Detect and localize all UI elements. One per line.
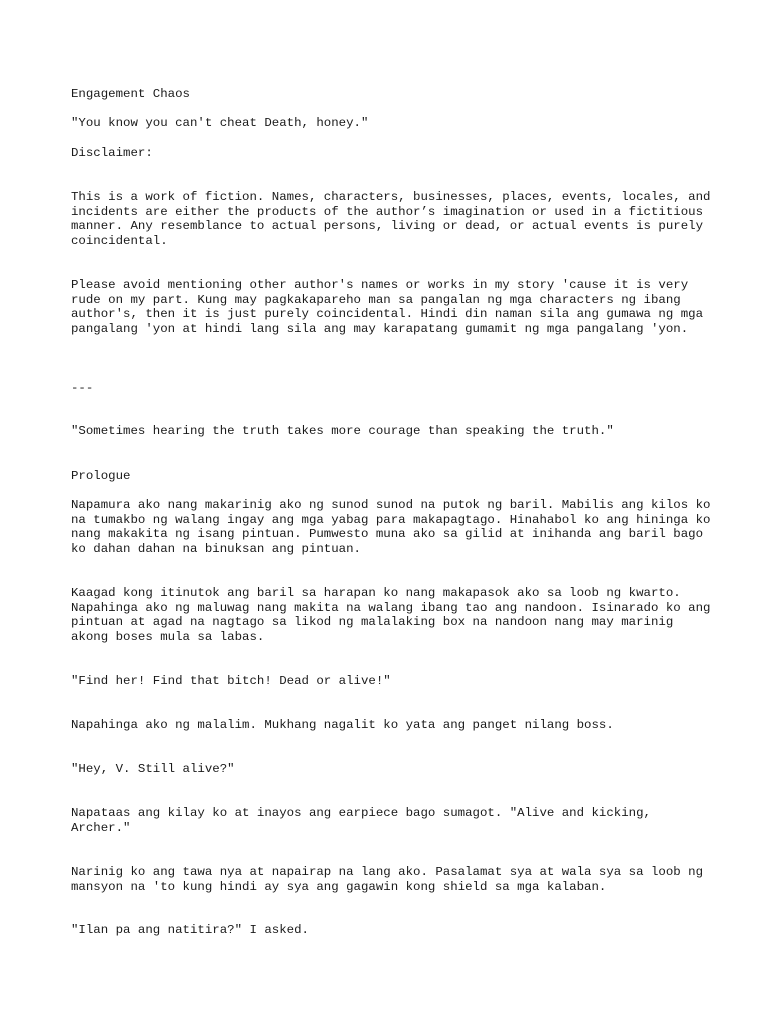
story-paragraph: Kaagad kong itinutok ang baril sa harapan ko nang makapasok ako sa loob ng kwarto. Napahinga ako ng maluwag nang makita na walang ibang tao ang nandoon. Isinarado ko ang pintuan at agad na nagtago sa likod ng malalaking box na nandoon nang may marinig akong boses mula sa labas. — [71, 586, 718, 644]
tagline-quote: "You know you can't cheat Death, honey." — [71, 116, 369, 130]
author-note-paragraph: Please avoid mentioning other author's names or works in my story 'cause it is very rude on my part. Kung may pagkakapareho man sa pangalan ng mga characters ng ibang author's, then it is just purely coincidental. Hindi din naman sila ang gumawa ng mga pangalang 'yon at hindi lang sila ang may karapatang gumamit ng mga pangalang 'yon. — [71, 278, 711, 336]
story-paragraph: Napataas ang kilay ko at inayos ang earpiece bago sumagot. "Alive and kicking, Archer." — [71, 806, 659, 835]
disclaimer-paragraph: This is a work of fiction. Names, characters, businesses, places, events, locales, and incidents are either the products of the author’s imagination or used in a fictitious manner. Any resemblance to actual persons, living or dead, or actual events is purely coincidental. — [71, 190, 718, 248]
story-paragraph: "Hey, V. Still alive?" — [71, 762, 235, 776]
story-paragraph: "Find her! Find that bitch! Dead or alive!" — [71, 674, 391, 688]
section-separator: --- — [71, 381, 94, 395]
prologue-heading: Prologue — [71, 469, 131, 483]
disclaimer-heading: Disclaimer: — [71, 146, 153, 160]
epigraph-quote: "Sometimes hearing the truth takes more courage than speaking the truth." — [71, 424, 614, 438]
story-paragraph: "Ilan pa ang natitira?" I asked. — [71, 923, 309, 937]
document-title: Engagement Chaos — [71, 87, 190, 101]
story-paragraph: Napamura ako nang makarinig ako ng sunod sunod na putok ng baril. Mabilis ang kilos ko na tumakbo ng walang ingay ang mga yabag para makapagtago. Hinahabol ko ang hininga ko nang makakita ng isang pintuan. Pumwesto muna ako sa gilid at inihanda ang baril bago ko dahan dahan na binuksan ang pintuan. — [71, 498, 718, 556]
story-paragraph: Narinig ko ang tawa nya at napairap na lang ako. Pasalamat sya at wala sya sa loob ng mansyon na 'to kung hindi ay sya ang gagawin kong shield sa mga kalaban. — [71, 865, 711, 894]
story-paragraph: Napahinga ako ng malalim. Mukhang nagalit ko yata ang panget nilang boss. — [71, 718, 614, 732]
